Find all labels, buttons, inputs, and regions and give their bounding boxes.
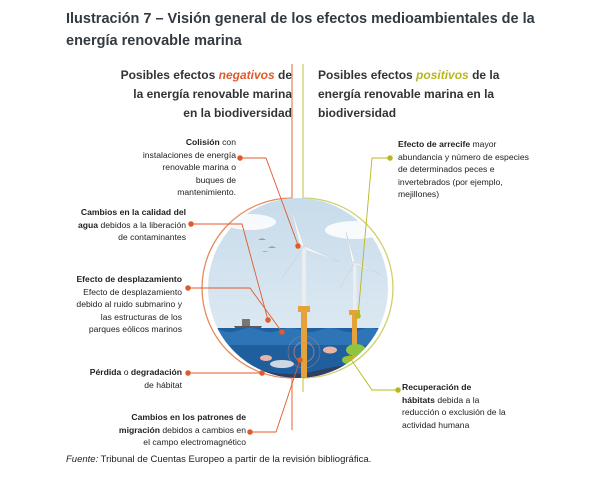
label-collision: Colisión con instalaciones de energía renovable marina o buques de mantenimiento.	[142, 137, 236, 198]
negative-effects-header: Posibles efectos negativos de la energía renovable marina en la biodiversidad	[120, 68, 292, 120]
offshore-wind-scene	[200, 195, 420, 398]
marine-mammal-icon	[270, 360, 294, 368]
label-water-quality: Cambios en la calidad del agua debidos a la liberación de contaminantes	[78, 207, 186, 243]
figure-title: Ilustración 7 – Visión general de los efectos medioambientales de la energía renovable marina	[66, 11, 535, 49]
label-habitat-recovery: Recuperación de hábitats debida a la reducción o exclusión de la actividad humana	[402, 382, 506, 430]
label-habitat-loss: Pérdida o degradación de hábitat	[89, 367, 182, 390]
positive-effects-header: Posibles efectos positivos de la energía renovable marina en la biodiversidad	[318, 68, 500, 120]
label-displacement: Efecto de desplazamiento Efecto de desplazamiento debido al ruido submarino y las estructuras de los parques eólicos marinos	[76, 274, 182, 335]
label-migration: Cambios en los patrones de migración debidos a cambios en el campo electromagnético	[118, 412, 246, 448]
source-note: Fuente: Tribunal de Cuentas Europeo a partir de la revisión bibliográfica.	[66, 454, 372, 465]
turbine-foundation-1	[301, 310, 307, 382]
label-reef-effect: Efecto de arrecife mayor abundancia y número de especies de determinados peces e invertebrados (por ejemplo, mejillones)	[398, 139, 529, 200]
